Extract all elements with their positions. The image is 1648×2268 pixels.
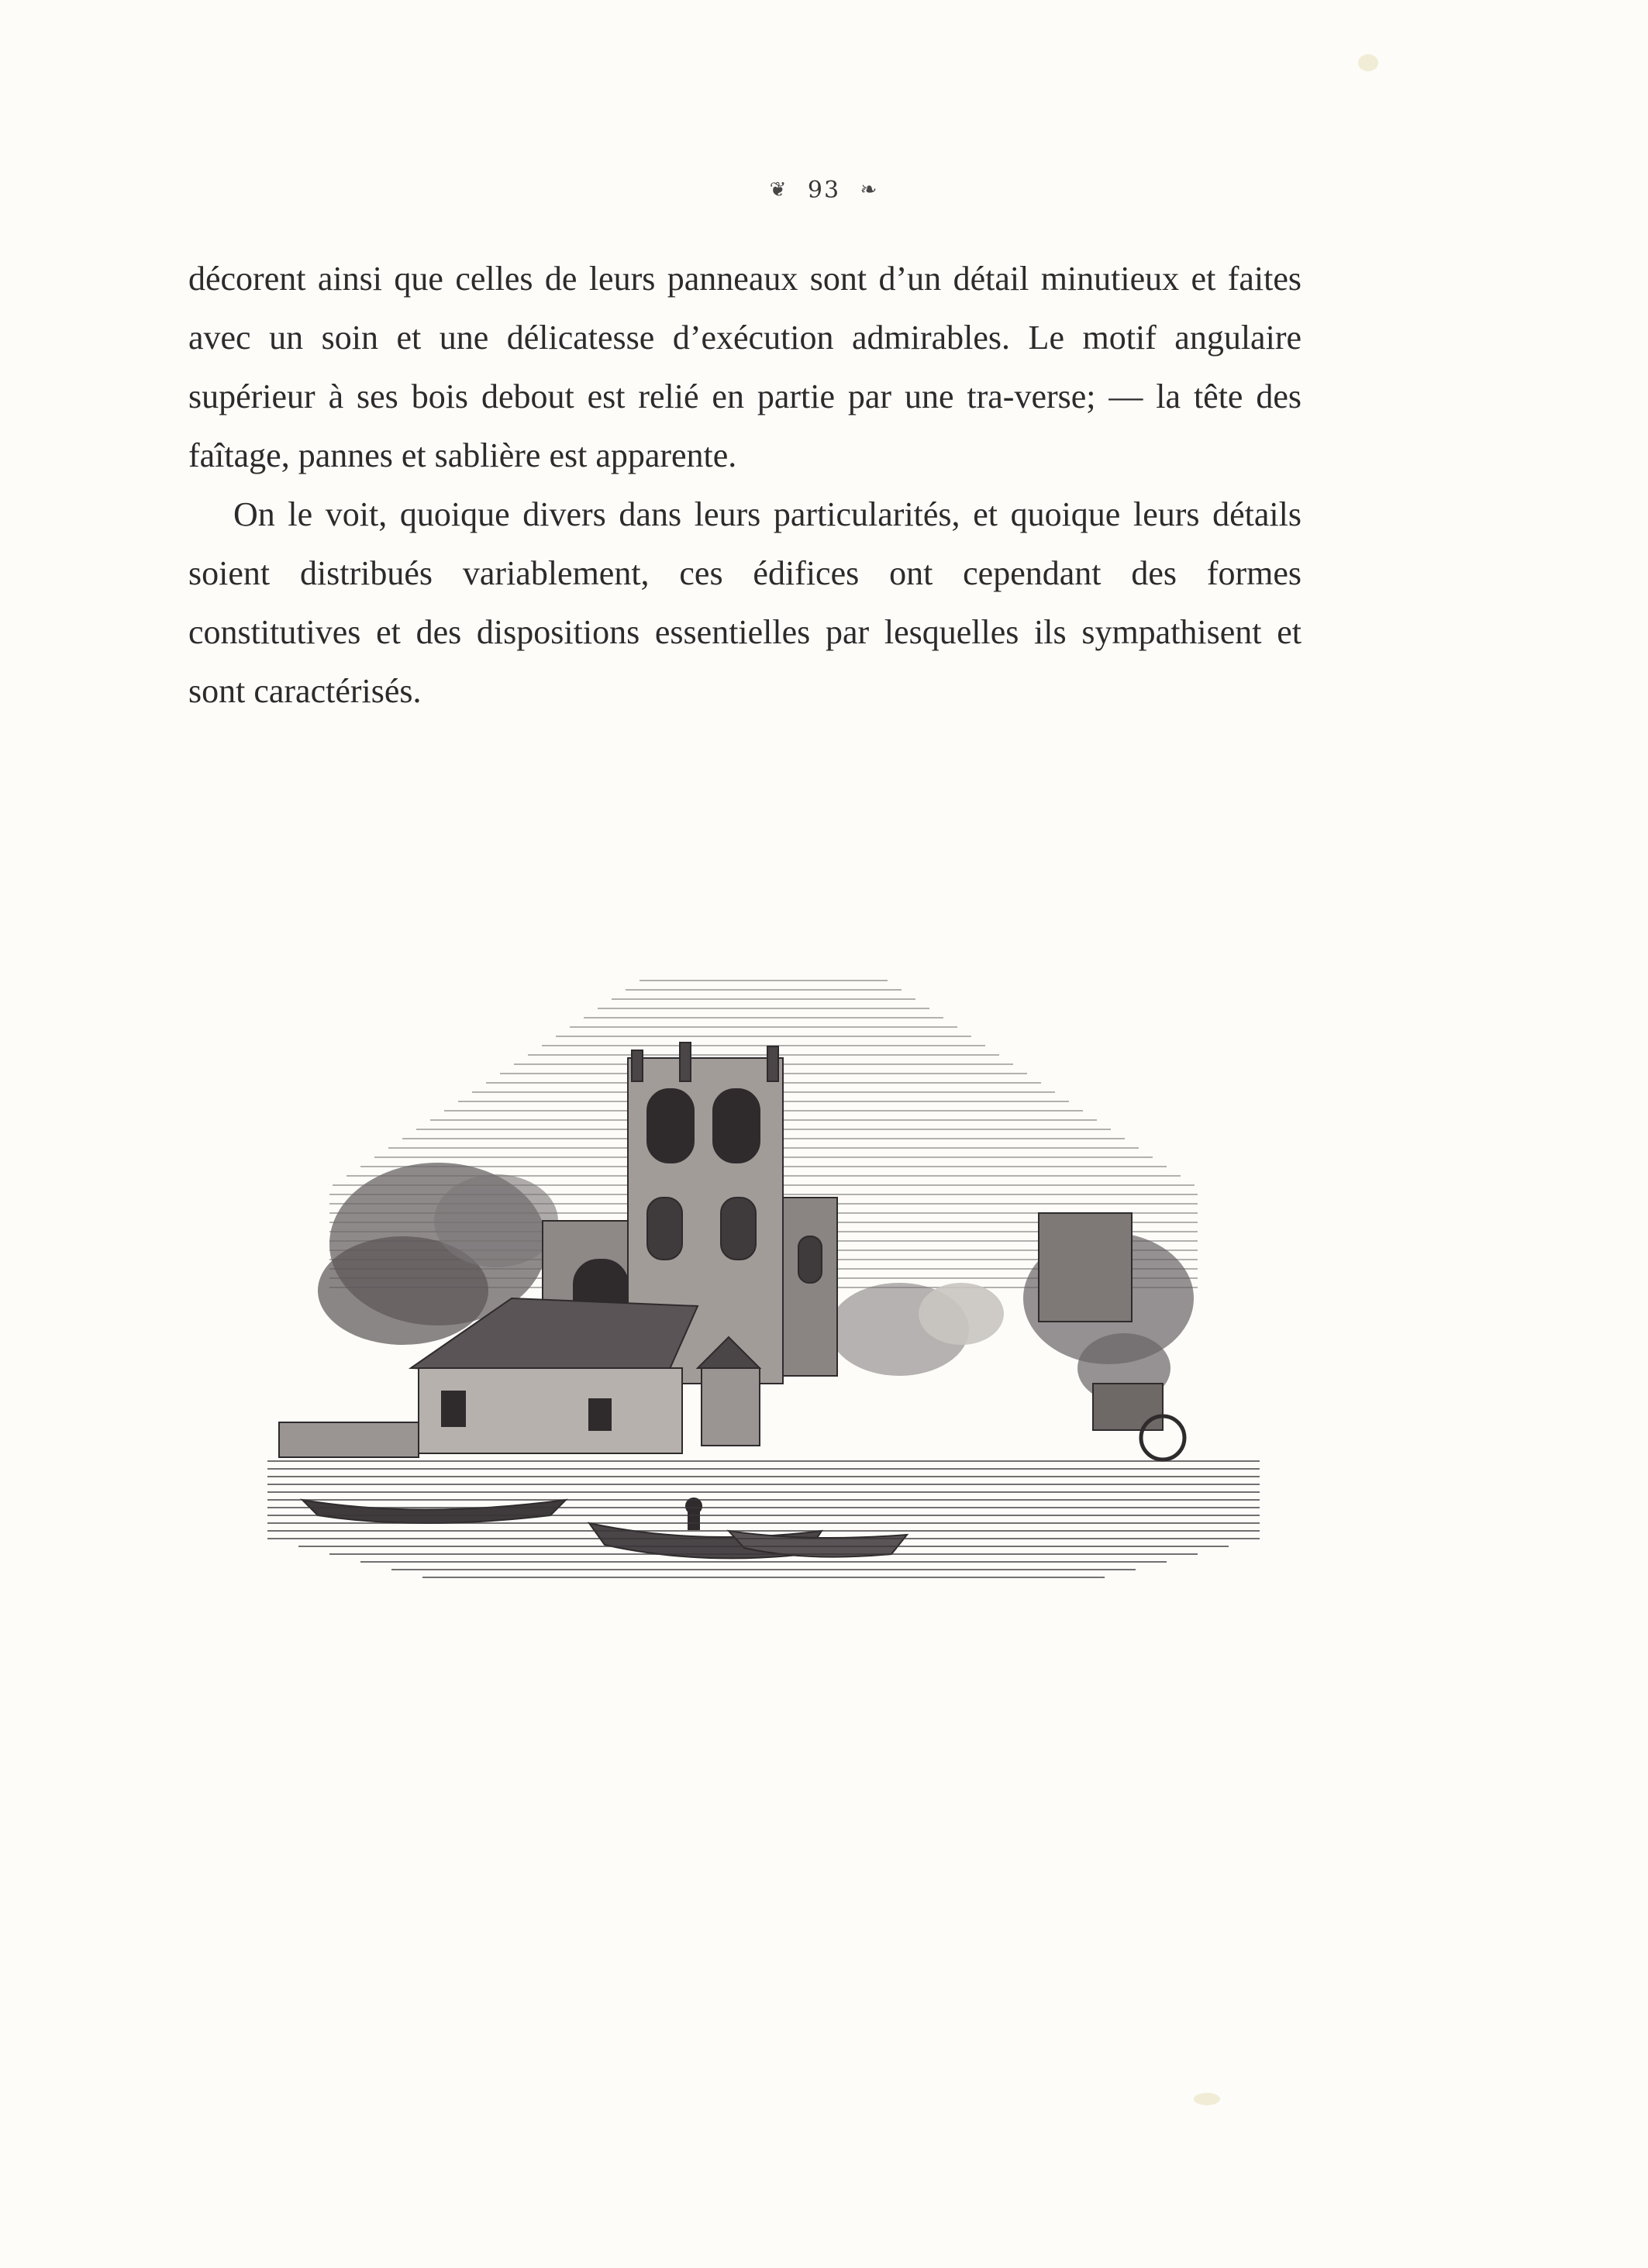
engraving-illustration xyxy=(264,965,1264,1601)
paragraph-1: décorent ainsi que celles de leurs panneaux sont d’un détail minutieux et faites avec un soin et une délicatesse d’exécution admirables. Le motif angulaire supérieur à ses bois debout est relié en partie par une tra-verse; — la tête des faîtage, pannes et sablière est apparente. xyxy=(188,260,1302,474)
running-header xyxy=(0,177,1648,204)
ornament-left-icon: ❦ xyxy=(769,178,788,202)
paragraph-2: On le voit, quoique divers dans leurs particularités, et quoique leurs détails soient distribués variablement, ces édifices ont cependant des formes constitutives et des dispositions essentielles par lesquelles ils sympathisent et sont caractérisés. xyxy=(188,495,1302,710)
body-text xyxy=(188,250,1302,721)
page-number: 93 xyxy=(807,177,841,204)
paper-speck xyxy=(1358,54,1378,71)
paper-speck xyxy=(1194,2093,1220,2105)
ornament-right-icon: ❧ xyxy=(860,178,879,202)
